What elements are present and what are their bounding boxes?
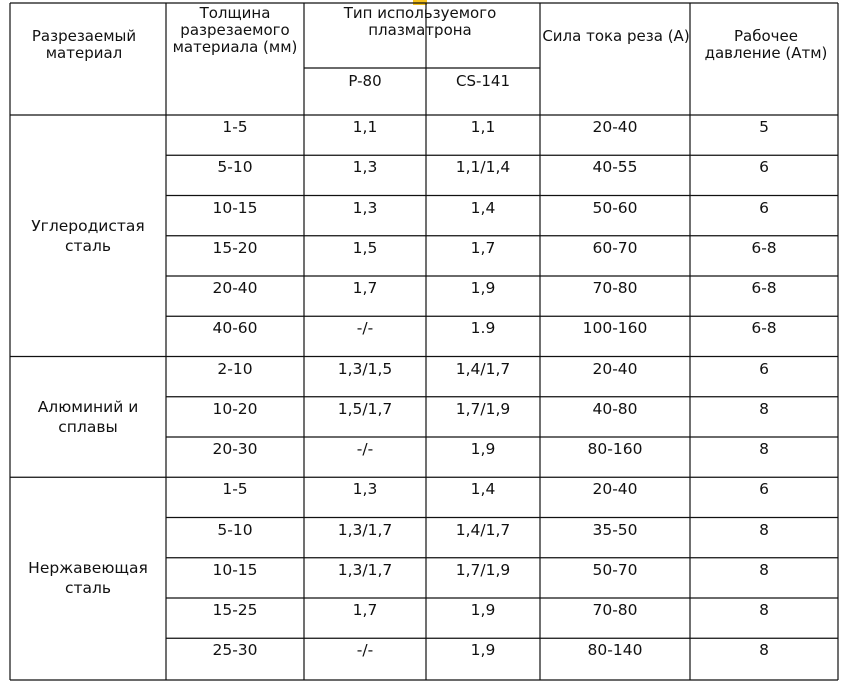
table-cell: 35-50 [592,520,638,539]
table-cell: 6 [759,158,769,177]
table-cell: 6 [759,359,769,378]
header-material: Разрезаемый материал [31,27,137,62]
table-cell: 1,4 [470,198,496,217]
table-cell: 1,1 [352,118,378,136]
table-cell: 1,9 [470,279,496,297]
table-cell: 5-10 [217,520,253,539]
table-cell: 40-55 [592,158,638,177]
table-cell: 2-10 [217,359,253,378]
table-cell: 1,9 [470,641,496,660]
table-cell: 1,5/1,7 [337,399,393,418]
header-pressure: Рабочее давление (Атм) [704,27,828,62]
table-cell: 15-25 [212,601,258,619]
table-cell: 40-80 [592,399,638,418]
table-cell: 20-40 [212,279,258,297]
table-cell: -/- [356,319,374,338]
table-cell: 80-160 [587,440,643,458]
table-cell: 6-8 [751,238,777,257]
table-cell: 1-5 [222,118,248,136]
table-cell: 40-60 [212,319,258,338]
table-cell: 6 [759,480,769,499]
table-cell: 1,3 [352,198,378,217]
header-plasmatron-type: Тип используемого плазматрона [343,4,497,39]
table-cell: 1,3/1,7 [337,520,393,539]
table-cell: 5-10 [217,158,253,177]
table-cell: 8 [759,601,769,619]
table-cell: 1,1/1,4 [455,158,511,177]
header-model-cs141: CS-141 [455,72,511,90]
table-cell: 20-40 [592,359,638,378]
table-cell: 1,4/1,7 [455,520,511,539]
table-cell: 1,7/1,9 [455,399,511,418]
table-cell: 6-8 [751,279,777,297]
table-cell: 50-70 [592,560,638,579]
table-cell: 5 [759,118,769,136]
table-cell: 25-30 [212,641,258,660]
table-cell: 10-15 [212,560,258,579]
table-cell: 50-60 [592,198,638,217]
table-cell: 1,3/1,7 [337,560,393,579]
material-label: Углеродистая сталь [31,216,145,255]
table-cell: -/- [356,641,374,660]
header-thickness: Толщина разрезаемого материала (мм) [172,4,298,56]
table-cell: 1,1 [470,118,496,136]
table-cell: 1,7 [352,601,378,619]
table-cell: 1,4 [470,480,496,499]
table-cell: 8 [759,641,769,660]
table-cell: 80-140 [587,641,643,660]
table-cell: 8 [759,560,769,579]
table-cell: 1,4/1,7 [455,359,511,378]
table-cell: 20-30 [212,440,258,458]
material-label: Алюминий и сплавы [37,397,139,436]
table-cell: 1,7/1,9 [455,560,511,579]
table-cell: 1.9 [470,319,496,338]
table-cell: 20-40 [592,480,638,499]
table-cell: 1,3/1,5 [337,359,393,378]
table-cell: 1,9 [470,601,496,619]
table-cell: 6-8 [751,319,777,338]
table-cell: 6 [759,198,769,217]
table-cell: 1,5 [352,238,378,257]
table-cell: 8 [759,440,769,458]
table-cell: -/- [356,440,374,458]
table-cell: 1,7 [352,279,378,297]
material-label: Нержавеющая сталь [28,558,148,597]
table-cell: 8 [759,520,769,539]
table-cell: 10-20 [212,399,258,418]
table-cell: 70-80 [592,601,638,619]
table-cell: 100-160 [582,319,648,338]
header-current: Сила тока реза (А) [542,27,690,45]
table-cell: 60-70 [592,238,638,257]
table-cell: 1,3 [352,480,378,499]
header-model-p80: P-80 [348,72,382,90]
table-cell: 70-80 [592,279,638,297]
table-cell: 1,9 [470,440,496,458]
table-cell: 15-20 [212,238,258,257]
table-cell: 8 [759,399,769,418]
table-cell: 1-5 [222,480,248,499]
table-cell: 10-15 [212,198,258,217]
table-cell: 20-40 [592,118,638,136]
table-cell: 1,7 [470,238,496,257]
table-cell: 1,3 [352,158,378,177]
